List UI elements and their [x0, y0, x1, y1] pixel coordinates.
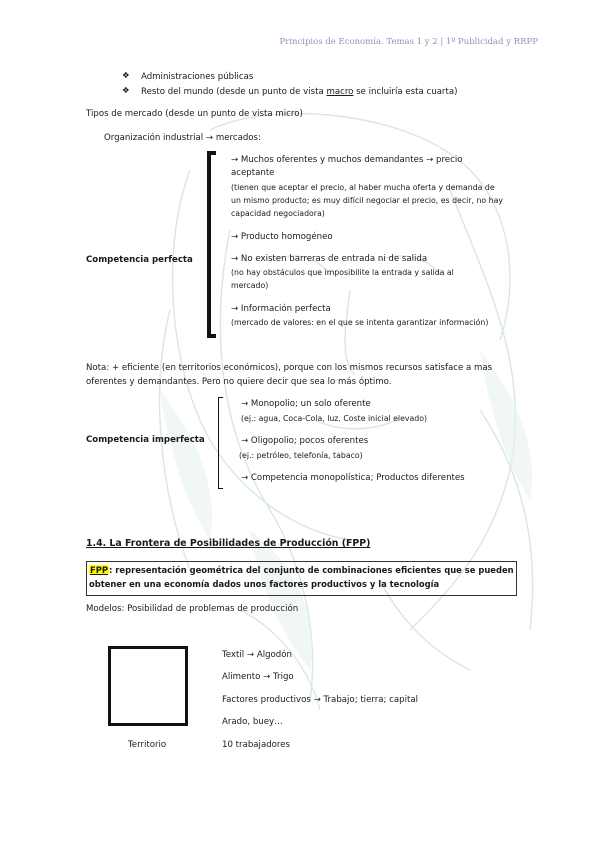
- fpp-definition-line: FPP: representación geométrica del conjunto de combinaciones eficientes que se pueden: [90, 565, 514, 575]
- perfect-item-note: mercado): [231, 281, 269, 290]
- perfect-competition-label: Competencia perfecta: [86, 255, 193, 265]
- industrial-org-line: Organización industrial → mercados:: [104, 133, 261, 143]
- perfect-item-main: → Información perfecta: [231, 304, 331, 314]
- imperfect-item-note: (ej.: petróleo, telefonía, tabaco): [239, 451, 363, 460]
- imperfect-item-main: → Competencia monopolística; Productos diferentes: [241, 473, 465, 483]
- fpp-highlight: FPP: [90, 565, 108, 575]
- diagram-line: Textil → Algodón: [222, 650, 292, 660]
- bullet-diamond-icon: ❖: [122, 71, 130, 81]
- diagram-line: Factores productivos → Trabajo; tierra; capital: [222, 695, 419, 705]
- territory-square: [108, 646, 188, 726]
- imperfect-competition-bracket: [218, 397, 223, 489]
- perfect-item-note: (no hay obstáculos que imposibilite la entrada y salida al: [231, 268, 454, 277]
- bullet-text: Administraciones públicas: [141, 72, 254, 82]
- perfect-item-main: → Muchos oferentes y muchos demandantes → precio: [231, 155, 463, 165]
- market-types-line: Tipos de mercado (desde un punto de vista micro): [86, 109, 303, 119]
- perfect-item-note: (mercado de valores: en el que se intenta garantizar información): [231, 318, 489, 327]
- perfect-item-main: aceptante: [231, 168, 275, 178]
- perfect-item-main: → Producto homogéneo: [231, 232, 333, 242]
- perfect-competition-bracket: [207, 151, 216, 338]
- territory-label: Territorio: [128, 740, 167, 750]
- bullet-diamond-icon: ❖: [122, 86, 130, 96]
- section-title: 1.4. La Frontera de Posibilidades de Producción (FPP): [86, 538, 371, 549]
- imperfect-item-main: → Oligopolio; pocos oferentes: [241, 436, 369, 446]
- diagram-line: Arado, buey…: [222, 717, 283, 727]
- diagram-line: 10 trabajadores: [222, 740, 291, 750]
- diagram-line: Alimento → Trigo: [222, 672, 294, 682]
- note-line: oferentes y demandantes. Pero no quiere decir que sea lo más óptimo.: [86, 377, 392, 387]
- page-header: Principios de Economía. Temas 1 y 2 | 1º Publicidad y RRPP: [279, 37, 538, 47]
- imperfect-competition-label: Competencia imperfecta: [86, 435, 205, 445]
- imperfect-item-main: → Monopolio; un solo oferente: [241, 399, 371, 409]
- perfect-item-note: capacidad negociadora): [231, 209, 325, 218]
- note-line: Nota: + eficiente (en territorios económicos), porque con los mismos recursos satisface a mas: [86, 363, 493, 373]
- perfect-item-note: un mismo producto; es muy difícil negociar el precio, es decir, no hay: [231, 196, 503, 205]
- perfect-item-note: (tienen que aceptar el precio, al haber mucha oferta y demanda de: [231, 183, 495, 192]
- models-line: Modelos: Posibilidad de problemas de producción: [86, 604, 299, 614]
- imperfect-item-note: (ej.: agua, Coca-Cola, luz. Coste inicial elevado): [241, 414, 428, 423]
- fpp-definition-line: obtener en una economía dados unos factores productivos y la tecnología: [89, 579, 440, 589]
- bullet-text: Resto del mundo (desde un punto de vista macro se incluiría esta cuarta): [141, 87, 458, 97]
- perfect-item-main: → No existen barreras de entrada ni de salida: [231, 254, 428, 264]
